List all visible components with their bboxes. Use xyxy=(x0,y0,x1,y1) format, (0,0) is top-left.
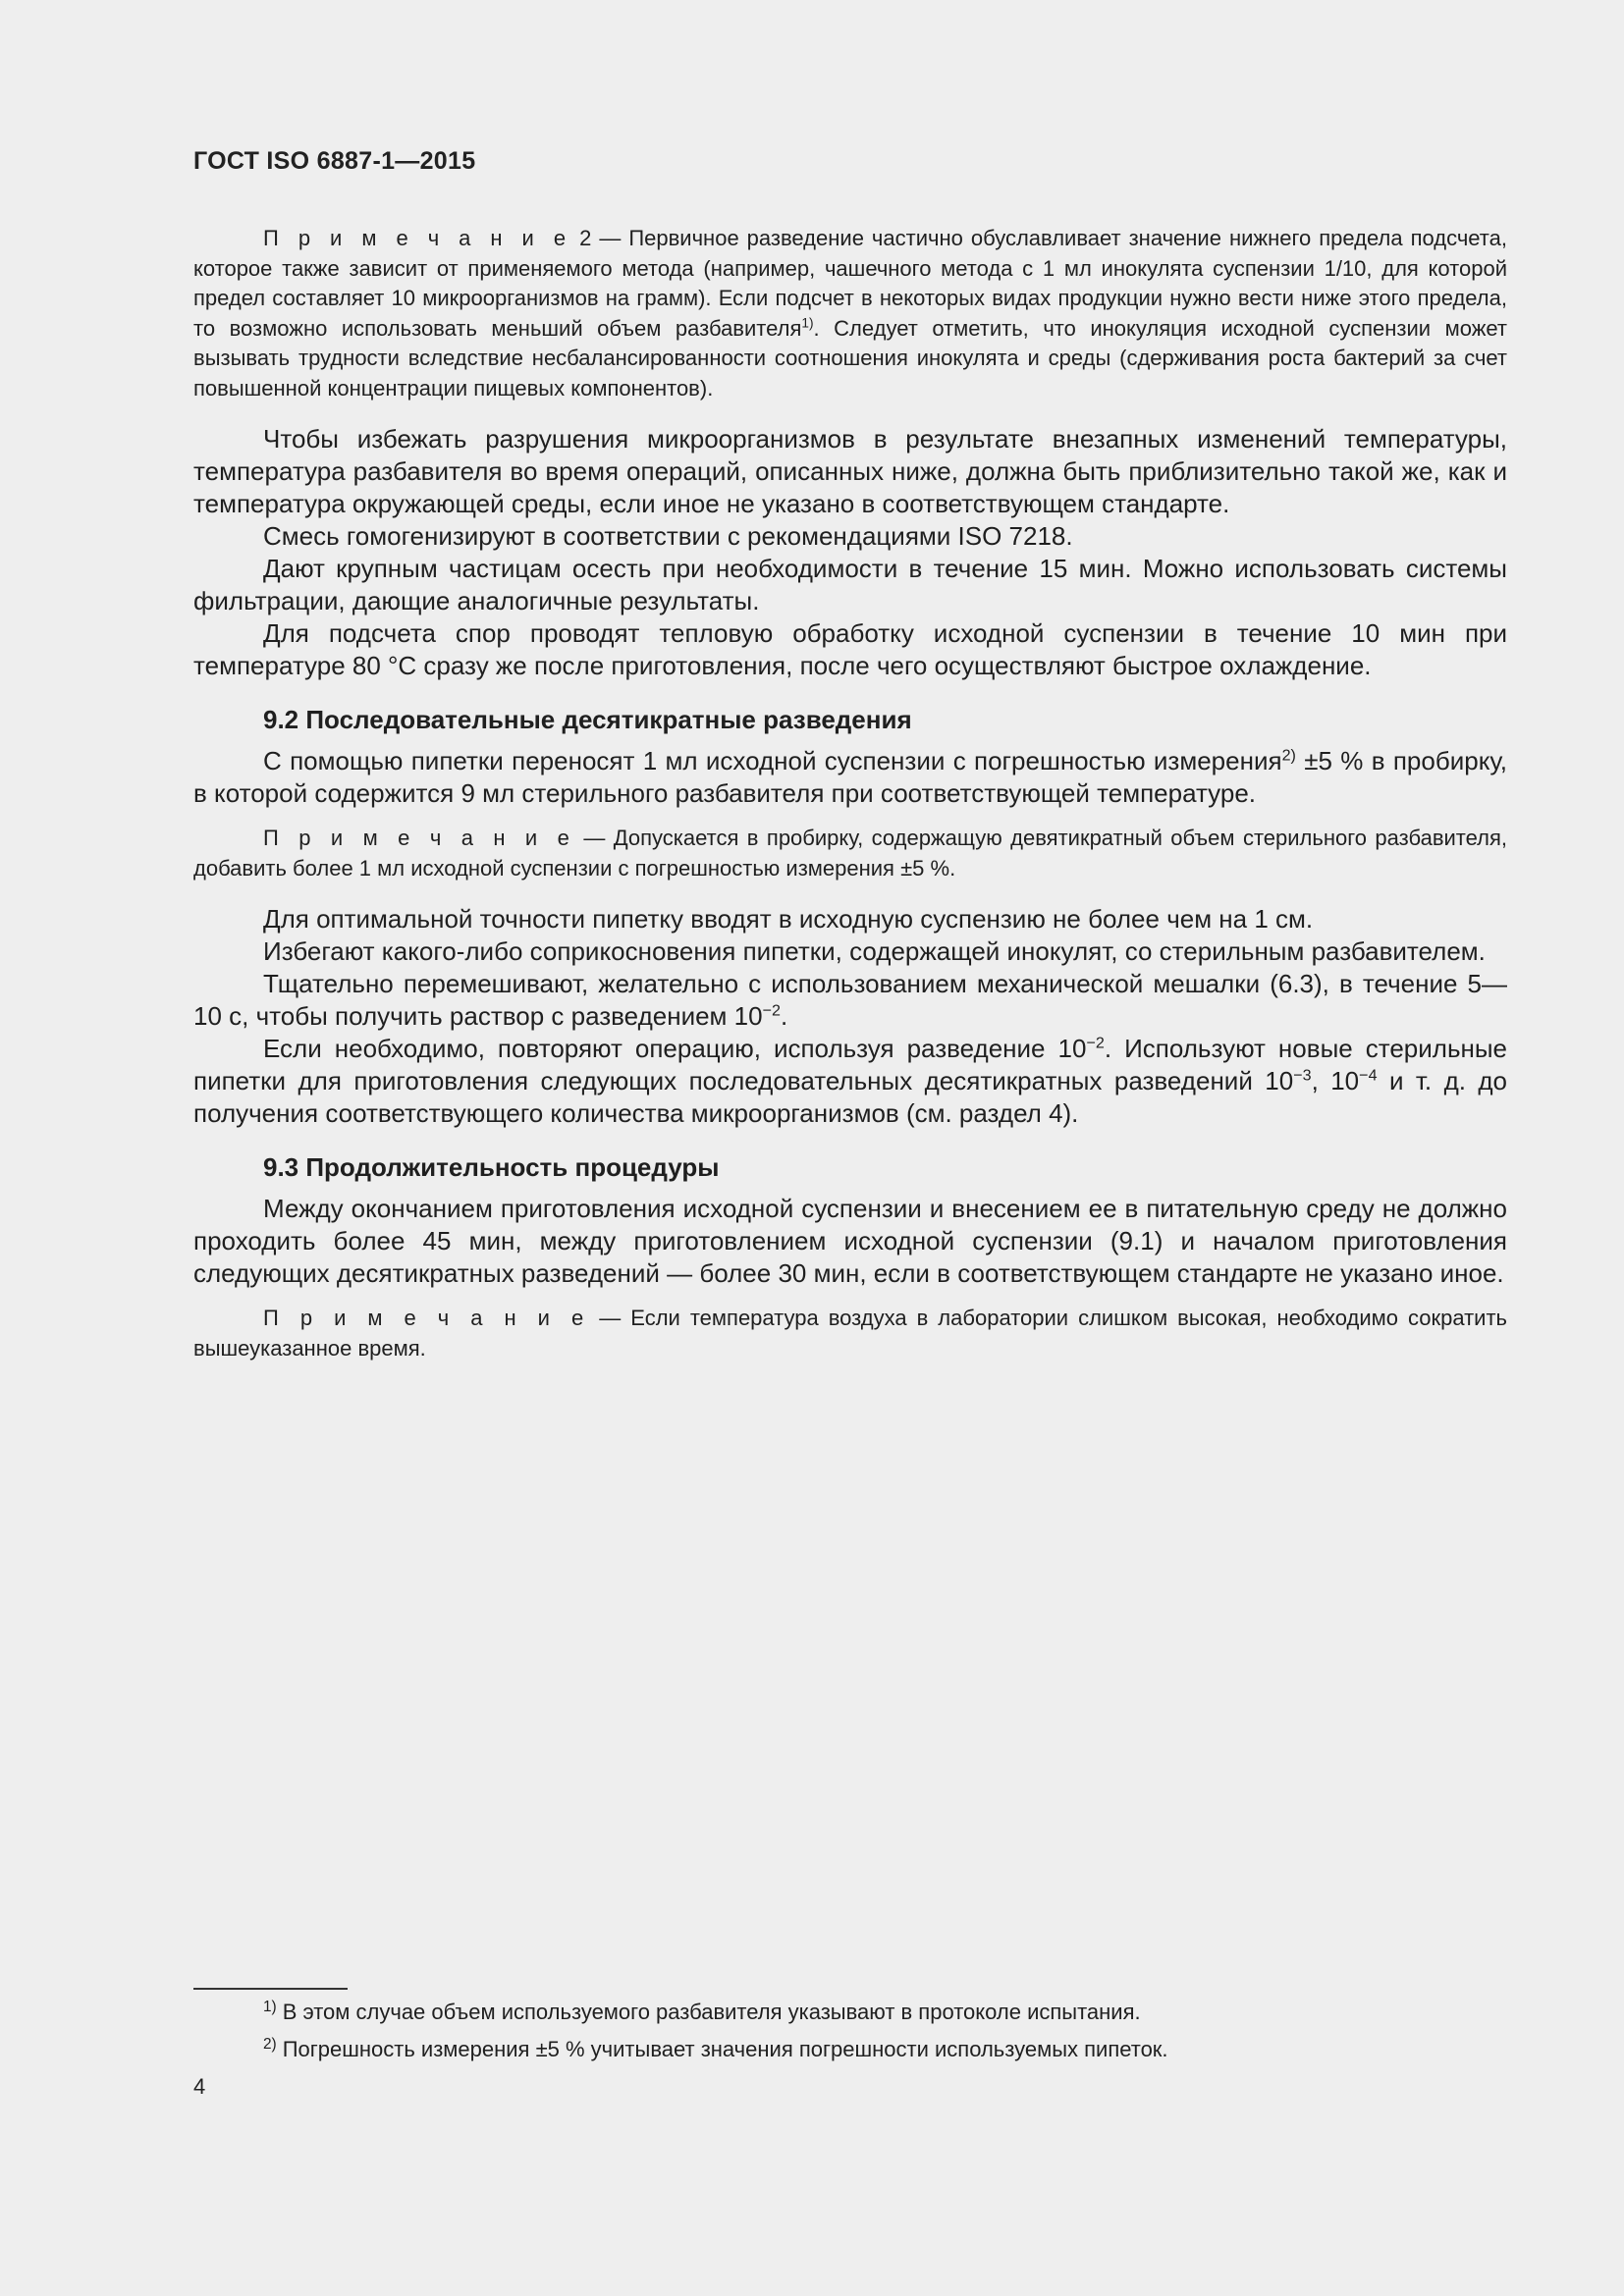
exponent: −2 xyxy=(1086,1034,1105,1052)
paragraph-text-continued: и т. д. до получения соответствующего количества микроорганизмов (см. раздел 4). xyxy=(193,1066,1508,1128)
footnote-text: В этом случае объем используемого разбавителя указывают в протоколе испытания. xyxy=(282,2000,1141,2024)
footnote-separator xyxy=(193,1988,348,1990)
paragraph-text-continued: . xyxy=(780,1001,788,1031)
footnote-1 xyxy=(193,1994,1507,2031)
paragraph-text: Если необходимо, повторяют операцию, используя разведение 10 xyxy=(263,1034,1087,1063)
document-header: ГОСТ ISO 6887-1—2015 xyxy=(193,147,476,175)
note-paragraph xyxy=(193,224,1507,403)
note-label: П р и м е ч а н и е xyxy=(263,1306,590,1330)
footnote-mark: 1) xyxy=(263,1998,277,2015)
paragraph-text: С помощью пипетки переносят 1 мл исходной суспензии с погрешностью измерения xyxy=(263,746,1282,775)
exponent: −2 xyxy=(762,1001,781,1020)
note-text: — Если температура воздуха в лаборатории слишком высокая, необходимо сократить вышеуказанное время. xyxy=(193,1306,1507,1361)
note-label: П р и м е ч а н и е xyxy=(263,826,575,850)
note-text-continued: . Следует отметить, что инокуляция исходной суспензии может вызывать трудности вследствие несбалансированности соотношения инокулята и среды (сдерживания роста бактерий за счет повышенной концентрации пищевых компонентов). xyxy=(193,315,1508,400)
footnote-text: Погрешность измерения ±5 % учитывает значения погрешности используемых пипеток. xyxy=(282,2037,1168,2061)
section-heading-9-3: 9.3 Продолжительность процедуры xyxy=(263,1152,720,1182)
paragraph-text-continued: , 10 xyxy=(1311,1066,1360,1095)
body-paragraph: Чтобы избежать разрушения микроорганизмов в результате внезапных изменений температуры, температура разбавителя во время операций, описанных ниже, должна быть приблизительно такой же, как и температура окружающей среды, если иное не указано в соответствующем стандарте. xyxy=(193,424,1507,518)
paragraph-text-continued: ±5 % в пробирку, в которой содержится 9 мл стерильного разбавителя при соответствующей температуре. xyxy=(193,746,1508,808)
body-paragraph: Избегают какого-либо соприкосновения пипетки, содержащей инокулят, со стерильным разбавителем. xyxy=(263,936,1486,966)
footnote-2 xyxy=(193,2031,1507,2068)
paragraph-text: Тщательно перемешивают, желательно с использованием механической мешалки (6.3), в течение 5—10 с, чтобы получить раствор с разведением 10 xyxy=(193,969,1507,1031)
footnote-ref: 1) xyxy=(801,315,814,331)
body-paragraph: Для подсчета спор проводят тепловую обработку исходной суспензии в течение 10 мин при температуре 80 °С сразу же после приготовления, после чего осуществляют быстрое охлаждение. xyxy=(193,618,1507,680)
body-paragraph xyxy=(193,1033,1507,1130)
body-paragraph: Для оптимальной точности пипетку вводят в исходную суспензию не более чем на 1 см. xyxy=(263,904,1314,934)
note-text: — Допускается в пробирку, содержащую девятикратный объем стерильного разбавителя, добавить более 1 мл исходной суспензии с погрешностью измерения ±5 %. xyxy=(193,826,1507,881)
page-number: 4 xyxy=(193,2074,206,2099)
footnote-ref: 2) xyxy=(1281,746,1296,765)
paragraph-text-continued: . Используют новые стерильные пипетки для приготовления следующих последовательных десятикратных разведений 10 xyxy=(193,1034,1508,1095)
note-label: П р и м е ч а н и е xyxy=(263,226,572,250)
body-paragraph xyxy=(193,968,1507,1033)
note-paragraph xyxy=(193,1304,1507,1363)
footnotes xyxy=(193,1994,1507,2068)
note-paragraph xyxy=(193,824,1507,883)
note-text: 2 — Первичное разведение частично обуславливает значение нижнего предела подсчета, которое также зависит от применяемого метода (например, чашечного метода с 1 мл инокулята суспензии 1/10, для которой предел составляет 10 микроорганизмов на грамм). Если подсчет в некоторых видах продукции нужно вести ниже этого предела, то возможно использовать меньший объем разбавителя xyxy=(193,226,1507,341)
section-heading-9-2: 9.2 Последовательные десятикратные разведения xyxy=(263,705,912,734)
page-body xyxy=(193,224,1507,1363)
body-paragraph: Смесь гомогенизируют в соответствии с рекомендациями ISO 7218. xyxy=(263,521,1073,551)
body-paragraph: Дают крупным частицам осесть при необходимости в течение 15 мин. Можно использовать системы фильтрации, дающие аналогичные результаты. xyxy=(193,554,1507,615)
body-paragraph xyxy=(193,745,1507,810)
exponent: −4 xyxy=(1359,1066,1378,1085)
exponent: −3 xyxy=(1293,1066,1312,1085)
footnote-mark: 2) xyxy=(263,2035,277,2053)
body-paragraph: Между окончанием приготовления исходной суспензии и внесением ее в питательную среду не должно проходить более 45 мин, между приготовлением исходной суспензии (9.1) и началом приготовления следующих десятикратных разведений — более 30 мин, если в соответствующем стандарте не указано иное. xyxy=(193,1194,1507,1288)
